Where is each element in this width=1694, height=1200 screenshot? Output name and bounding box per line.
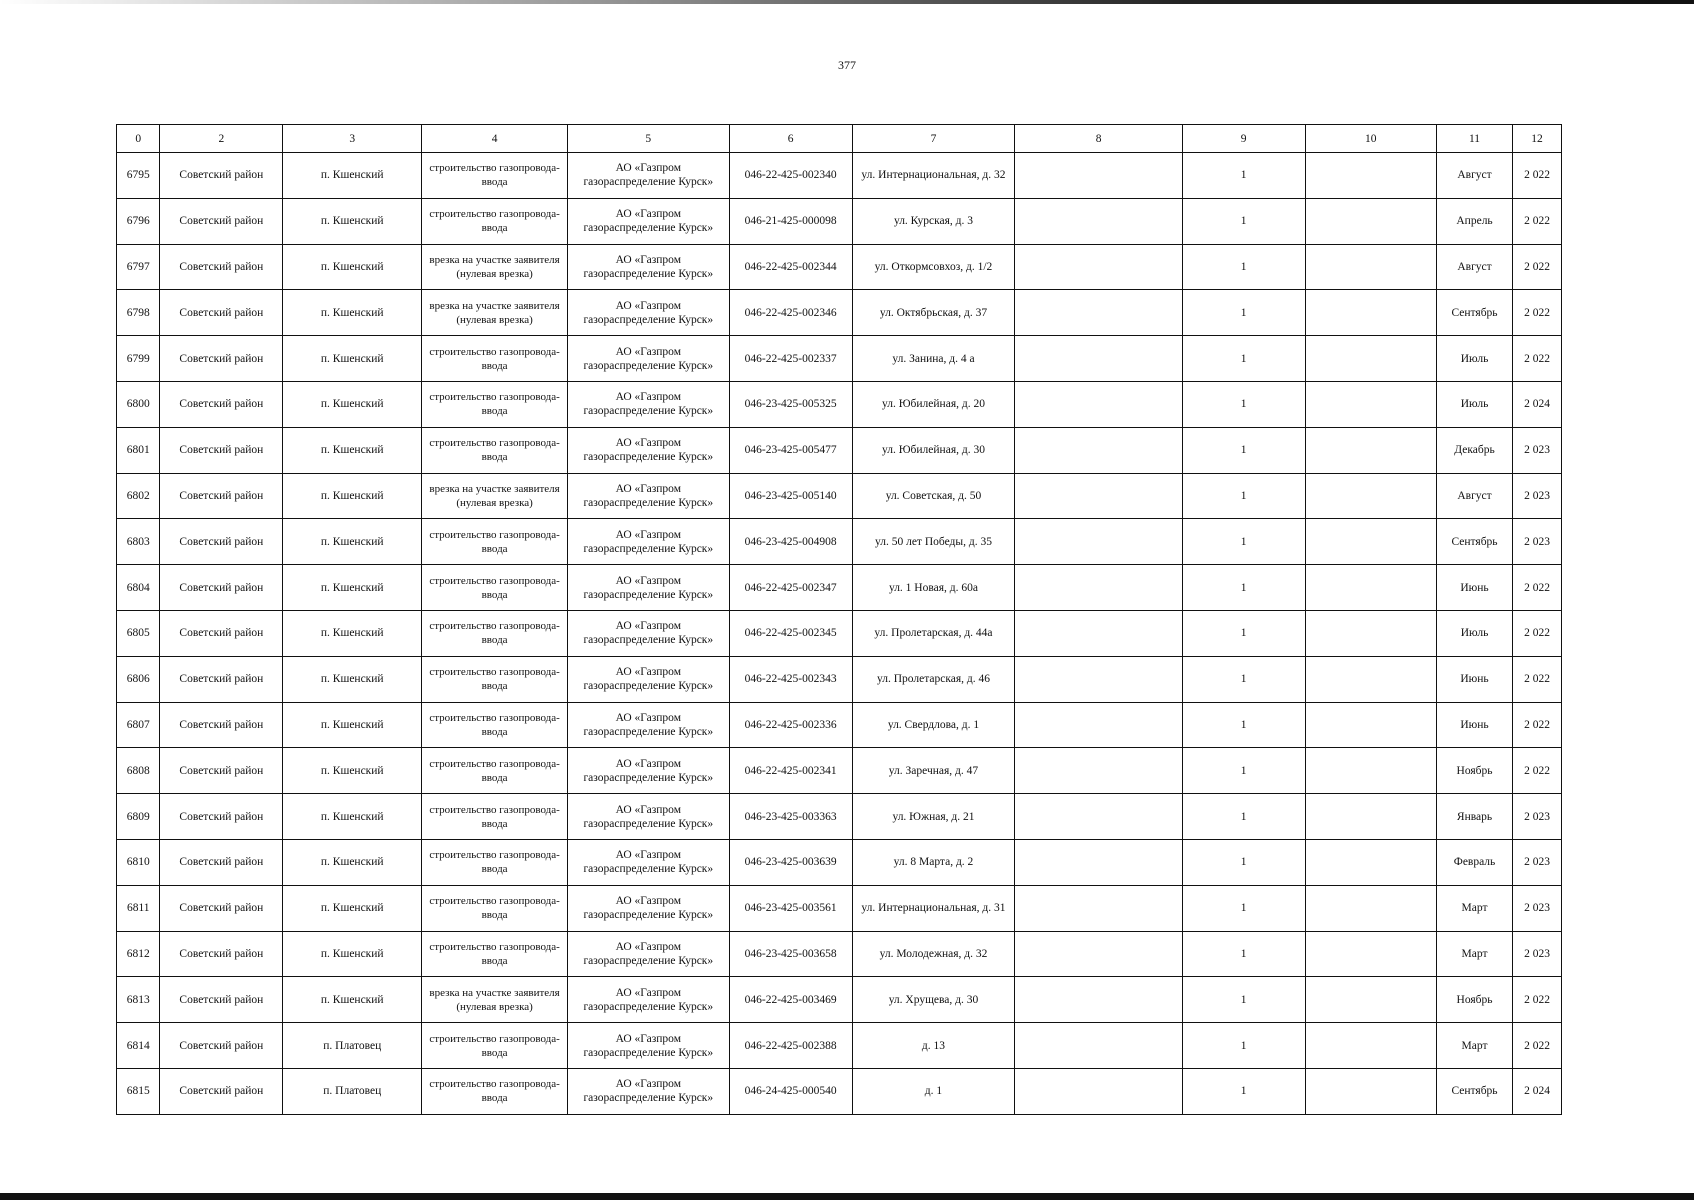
settlement-cell: п. Платовец — [283, 1023, 422, 1069]
quantity-cell: 1 — [1182, 748, 1305, 794]
year-cell: 2 023 — [1513, 931, 1562, 977]
application-code-cell: 046-22-425-002344 — [729, 244, 852, 290]
work-type-cell: строительство газопровода-ввода — [422, 748, 568, 794]
empty-cell — [1015, 153, 1182, 199]
settlement-cell: п. Кшенский — [283, 473, 422, 519]
col-header: 12 — [1513, 125, 1562, 153]
address-cell: д. 13 — [852, 1023, 1015, 1069]
year-cell: 2 022 — [1513, 290, 1562, 336]
application-code-cell: 046-24-425-000540 — [729, 1068, 852, 1114]
empty-cell — [1015, 565, 1182, 611]
table-row — [117, 885, 1562, 931]
year-cell: 2 022 — [1513, 336, 1562, 382]
month-cell: Ноябрь — [1437, 748, 1513, 794]
address-cell: ул. Молодежная, д. 32 — [852, 931, 1015, 977]
row-number: 6812 — [117, 931, 160, 977]
table-row — [117, 336, 1562, 382]
settlement-cell: п. Кшенский — [283, 748, 422, 794]
quantity-cell: 1 — [1182, 427, 1305, 473]
table-row — [117, 153, 1562, 199]
month-cell: Август — [1437, 153, 1513, 199]
region-cell: Советский район — [160, 702, 283, 748]
month-cell: Август — [1437, 473, 1513, 519]
col-header: 4 — [422, 125, 568, 153]
quantity-cell: 1 — [1182, 1068, 1305, 1114]
empty-cell — [1305, 473, 1436, 519]
year-cell: 2 023 — [1513, 519, 1562, 565]
empty-cell — [1305, 610, 1436, 656]
region-cell: Советский район — [160, 244, 283, 290]
year-cell: 2 024 — [1513, 381, 1562, 427]
work-type-cell: строительство газопровода-ввода — [422, 519, 568, 565]
region-cell: Советский район — [160, 1023, 283, 1069]
empty-cell — [1305, 656, 1436, 702]
month-cell: Июнь — [1437, 565, 1513, 611]
row-number: 6807 — [117, 702, 160, 748]
empty-cell — [1305, 565, 1436, 611]
row-number: 6803 — [117, 519, 160, 565]
table-row — [117, 244, 1562, 290]
table-row — [117, 794, 1562, 840]
month-cell: Июль — [1437, 336, 1513, 382]
month-cell: Август — [1437, 244, 1513, 290]
empty-cell — [1015, 748, 1182, 794]
row-number: 6799 — [117, 336, 160, 382]
work-type-cell: строительство газопровода-ввода — [422, 702, 568, 748]
row-number: 6806 — [117, 656, 160, 702]
region-cell: Советский район — [160, 519, 283, 565]
address-cell: ул. 8 Марта, д. 2 — [852, 839, 1015, 885]
work-type-cell: строительство газопровода-ввода — [422, 656, 568, 702]
region-cell: Советский район — [160, 977, 283, 1023]
organization-cell: АО «Газпром газораспределение Курск» — [567, 290, 729, 336]
year-cell: 2 022 — [1513, 656, 1562, 702]
empty-cell — [1305, 153, 1436, 199]
region-cell: Советский район — [160, 656, 283, 702]
organization-cell: АО «Газпром газораспределение Курск» — [567, 885, 729, 931]
header-row — [117, 125, 1562, 153]
empty-cell — [1015, 977, 1182, 1023]
empty-cell — [1015, 198, 1182, 244]
table-row — [117, 656, 1562, 702]
region-cell: Советский район — [160, 748, 283, 794]
table-row — [117, 381, 1562, 427]
table-row — [117, 839, 1562, 885]
empty-cell — [1305, 702, 1436, 748]
organization-cell: АО «Газпром газораспределение Курск» — [567, 748, 729, 794]
empty-cell — [1015, 336, 1182, 382]
empty-cell — [1015, 794, 1182, 840]
year-cell: 2 023 — [1513, 427, 1562, 473]
region-cell: Советский район — [160, 931, 283, 977]
organization-cell: АО «Газпром газораспределение Курск» — [567, 977, 729, 1023]
settlement-cell: п. Кшенский — [283, 244, 422, 290]
table-row — [117, 290, 1562, 336]
empty-cell — [1305, 931, 1436, 977]
year-cell: 2 023 — [1513, 885, 1562, 931]
address-cell: ул. Откормсовхоз, д. 1/2 — [852, 244, 1015, 290]
region-cell: Советский район — [160, 290, 283, 336]
quantity-cell: 1 — [1182, 519, 1305, 565]
year-cell: 2 022 — [1513, 610, 1562, 656]
col-header: 7 — [852, 125, 1015, 153]
address-cell: ул. Юбилейная, д. 20 — [852, 381, 1015, 427]
row-number: 6810 — [117, 839, 160, 885]
quantity-cell: 1 — [1182, 885, 1305, 931]
settlement-cell: п. Кшенский — [283, 794, 422, 840]
empty-cell — [1015, 610, 1182, 656]
empty-cell — [1015, 427, 1182, 473]
organization-cell: АО «Газпром газораспределение Курск» — [567, 1068, 729, 1114]
empty-cell — [1015, 839, 1182, 885]
work-type-cell: врезка на участке заявителя (нулевая врезка) — [422, 290, 568, 336]
scan-edge-top — [0, 0, 1694, 4]
work-type-cell: врезка на участке заявителя (нулевая врезка) — [422, 977, 568, 1023]
month-cell: Июль — [1437, 381, 1513, 427]
address-cell: ул. 50 лет Победы, д. 35 — [852, 519, 1015, 565]
empty-cell — [1015, 656, 1182, 702]
row-number: 6801 — [117, 427, 160, 473]
month-cell: Сентябрь — [1437, 1068, 1513, 1114]
organization-cell: АО «Газпром газораспределение Курск» — [567, 610, 729, 656]
address-cell: ул. Южная, д. 21 — [852, 794, 1015, 840]
quantity-cell: 1 — [1182, 702, 1305, 748]
empty-cell — [1305, 1068, 1436, 1114]
settlement-cell: п. Кшенский — [283, 290, 422, 336]
empty-cell — [1305, 839, 1436, 885]
settlement-cell: п. Кшенский — [283, 153, 422, 199]
region-cell: Советский район — [160, 885, 283, 931]
region-cell: Советский район — [160, 1068, 283, 1114]
work-type-cell: строительство газопровода-ввода — [422, 381, 568, 427]
month-cell: Март — [1437, 931, 1513, 977]
organization-cell: АО «Газпром газораспределение Курск» — [567, 1023, 729, 1069]
month-cell: Апрель — [1437, 198, 1513, 244]
work-type-cell: строительство газопровода-ввода — [422, 565, 568, 611]
year-cell: 2 024 — [1513, 1068, 1562, 1114]
table-row — [117, 565, 1562, 611]
address-cell: ул. Хрущева, д. 30 — [852, 977, 1015, 1023]
row-number: 6813 — [117, 977, 160, 1023]
month-cell: Июнь — [1437, 656, 1513, 702]
empty-cell — [1305, 519, 1436, 565]
organization-cell: АО «Газпром газораспределение Курск» — [567, 656, 729, 702]
organization-cell: АО «Газпром газораспределение Курск» — [567, 565, 729, 611]
empty-cell — [1305, 244, 1436, 290]
empty-cell — [1015, 473, 1182, 519]
organization-cell: АО «Газпром газораспределение Курск» — [567, 931, 729, 977]
col-header: 6 — [729, 125, 852, 153]
empty-cell — [1305, 427, 1436, 473]
organization-cell: АО «Газпром газораспределение Курск» — [567, 427, 729, 473]
quantity-cell: 1 — [1182, 610, 1305, 656]
row-number: 6811 — [117, 885, 160, 931]
table-row — [117, 198, 1562, 244]
year-cell: 2 022 — [1513, 153, 1562, 199]
application-code-cell: 046-22-425-002341 — [729, 748, 852, 794]
application-code-cell: 046-22-425-002345 — [729, 610, 852, 656]
empty-cell — [1305, 336, 1436, 382]
address-cell: ул. Пролетарская, д. 44а — [852, 610, 1015, 656]
quantity-cell: 1 — [1182, 565, 1305, 611]
organization-cell: АО «Газпром газораспределение Курск» — [567, 336, 729, 382]
region-cell: Советский район — [160, 198, 283, 244]
application-code-cell: 046-22-425-002347 — [729, 565, 852, 611]
application-code-cell: 046-23-425-005477 — [729, 427, 852, 473]
settlement-cell: п. Кшенский — [283, 381, 422, 427]
region-cell: Советский район — [160, 794, 283, 840]
work-type-cell: строительство газопровода-ввода — [422, 198, 568, 244]
quantity-cell: 1 — [1182, 473, 1305, 519]
settlement-cell: п. Кшенский — [283, 427, 422, 473]
row-number: 6800 — [117, 381, 160, 427]
empty-cell — [1305, 1023, 1436, 1069]
settlement-cell: п. Кшенский — [283, 519, 422, 565]
application-code-cell: 046-21-425-000098 — [729, 198, 852, 244]
month-cell: Февраль — [1437, 839, 1513, 885]
quantity-cell: 1 — [1182, 198, 1305, 244]
table-row — [117, 519, 1562, 565]
region-cell: Советский район — [160, 839, 283, 885]
year-cell: 2 022 — [1513, 702, 1562, 748]
month-cell: Сентябрь — [1437, 519, 1513, 565]
empty-cell — [1015, 885, 1182, 931]
work-type-cell: строительство газопровода-ввода — [422, 610, 568, 656]
empty-cell — [1305, 381, 1436, 427]
application-code-cell: 046-23-425-003363 — [729, 794, 852, 840]
empty-cell — [1015, 381, 1182, 427]
month-cell: Март — [1437, 885, 1513, 931]
quantity-cell: 1 — [1182, 290, 1305, 336]
address-cell: ул. Юбилейная, д. 30 — [852, 427, 1015, 473]
settlement-cell: п. Кшенский — [283, 839, 422, 885]
application-code-cell: 046-22-425-003469 — [729, 977, 852, 1023]
address-cell: ул. Заречная, д. 47 — [852, 748, 1015, 794]
row-number: 6797 — [117, 244, 160, 290]
quantity-cell: 1 — [1182, 244, 1305, 290]
row-number: 6809 — [117, 794, 160, 840]
organization-cell: АО «Газпром газораспределение Курск» — [567, 839, 729, 885]
work-type-cell: строительство газопровода-ввода — [422, 794, 568, 840]
address-cell: ул. Октябрьская, д. 37 — [852, 290, 1015, 336]
col-header: 3 — [283, 125, 422, 153]
organization-cell: АО «Газпром газораспределение Курск» — [567, 794, 729, 840]
quantity-cell: 1 — [1182, 794, 1305, 840]
year-cell: 2 022 — [1513, 198, 1562, 244]
col-header: 8 — [1015, 125, 1182, 153]
settlement-cell: п. Платовец — [283, 1068, 422, 1114]
empty-cell — [1305, 885, 1436, 931]
settlement-cell: п. Кшенский — [283, 702, 422, 748]
table-row — [117, 610, 1562, 656]
organization-cell: АО «Газпром газораспределение Курск» — [567, 702, 729, 748]
month-cell: Декабрь — [1437, 427, 1513, 473]
table-row — [117, 1023, 1562, 1069]
year-cell: 2 022 — [1513, 977, 1562, 1023]
empty-cell — [1015, 931, 1182, 977]
row-number: 6796 — [117, 198, 160, 244]
month-cell: Январь — [1437, 794, 1513, 840]
work-type-cell: строительство газопровода-ввода — [422, 1023, 568, 1069]
settlement-cell: п. Кшенский — [283, 336, 422, 382]
address-cell: ул. Советская, д. 50 — [852, 473, 1015, 519]
empty-cell — [1015, 1023, 1182, 1069]
settlement-cell: п. Кшенский — [283, 977, 422, 1023]
registry-table — [116, 124, 1562, 1115]
address-cell: ул. Пролетарская, д. 46 — [852, 656, 1015, 702]
quantity-cell: 1 — [1182, 153, 1305, 199]
month-cell: Июнь — [1437, 702, 1513, 748]
work-type-cell: строительство газопровода-ввода — [422, 839, 568, 885]
address-cell: ул. Интернациональная, д. 32 — [852, 153, 1015, 199]
quantity-cell: 1 — [1182, 977, 1305, 1023]
row-number: 6795 — [117, 153, 160, 199]
row-number: 6814 — [117, 1023, 160, 1069]
work-type-cell: врезка на участке заявителя (нулевая врезка) — [422, 473, 568, 519]
empty-cell — [1015, 519, 1182, 565]
quantity-cell: 1 — [1182, 1023, 1305, 1069]
page-number: 377 — [838, 58, 856, 72]
application-code-cell: 046-22-425-002343 — [729, 656, 852, 702]
organization-cell: АО «Газпром газораспределение Курск» — [567, 519, 729, 565]
address-cell: д. 1 — [852, 1068, 1015, 1114]
row-number: 6798 — [117, 290, 160, 336]
region-cell: Советский район — [160, 565, 283, 611]
col-header: 10 — [1305, 125, 1436, 153]
work-type-cell: врезка на участке заявителя (нулевая врезка) — [422, 244, 568, 290]
scan-edge-bottom — [0, 1193, 1694, 1200]
year-cell: 2 022 — [1513, 1023, 1562, 1069]
quantity-cell: 1 — [1182, 931, 1305, 977]
organization-cell: АО «Газпром газораспределение Курск» — [567, 381, 729, 427]
address-cell: ул. Курская, д. 3 — [852, 198, 1015, 244]
settlement-cell: п. Кшенский — [283, 931, 422, 977]
year-cell: 2 022 — [1513, 244, 1562, 290]
table-row — [117, 473, 1562, 519]
address-cell: ул. Интернациональная, д. 31 — [852, 885, 1015, 931]
empty-cell — [1015, 702, 1182, 748]
settlement-cell: п. Кшенский — [283, 656, 422, 702]
organization-cell: АО «Газпром газораспределение Курск» — [567, 153, 729, 199]
empty-cell — [1305, 748, 1436, 794]
table-row — [117, 427, 1562, 473]
year-cell: 2 023 — [1513, 473, 1562, 519]
month-cell: Март — [1437, 1023, 1513, 1069]
application-code-cell: 046-22-425-002336 — [729, 702, 852, 748]
table-row — [117, 931, 1562, 977]
application-code-cell: 046-23-425-003561 — [729, 885, 852, 931]
region-cell: Советский район — [160, 427, 283, 473]
work-type-cell: строительство газопровода-ввода — [422, 931, 568, 977]
settlement-cell: п. Кшенский — [283, 885, 422, 931]
settlement-cell: п. Кшенский — [283, 198, 422, 244]
application-code-cell: 046-23-425-005325 — [729, 381, 852, 427]
empty-cell — [1305, 794, 1436, 840]
table-row — [117, 748, 1562, 794]
work-type-cell: строительство газопровода-ввода — [422, 336, 568, 382]
table-row — [117, 702, 1562, 748]
row-number: 6805 — [117, 610, 160, 656]
empty-cell — [1305, 290, 1436, 336]
empty-cell — [1015, 290, 1182, 336]
region-cell: Советский район — [160, 381, 283, 427]
year-cell: 2 023 — [1513, 794, 1562, 840]
empty-cell — [1305, 198, 1436, 244]
col-header: 11 — [1437, 125, 1513, 153]
organization-cell: АО «Газпром газораспределение Курск» — [567, 473, 729, 519]
quantity-cell: 1 — [1182, 381, 1305, 427]
year-cell: 2 022 — [1513, 748, 1562, 794]
application-code-cell: 046-22-425-002388 — [729, 1023, 852, 1069]
table-row — [117, 977, 1562, 1023]
empty-cell — [1015, 1068, 1182, 1114]
region-cell: Советский район — [160, 610, 283, 656]
application-code-cell: 046-22-425-002340 — [729, 153, 852, 199]
address-cell: ул. Занина, д. 4 а — [852, 336, 1015, 382]
application-code-cell: 046-22-425-002346 — [729, 290, 852, 336]
region-cell: Советский район — [160, 473, 283, 519]
address-cell: ул. Свердлова, д. 1 — [852, 702, 1015, 748]
row-number: 6815 — [117, 1068, 160, 1114]
application-code-cell: 046-23-425-004908 — [729, 519, 852, 565]
application-code-cell: 046-23-425-003658 — [729, 931, 852, 977]
month-cell: Июль — [1437, 610, 1513, 656]
address-cell: ул. 1 Новая, д. 60а — [852, 565, 1015, 611]
col-header: 0 — [117, 125, 160, 153]
work-type-cell: строительство газопровода-ввода — [422, 1068, 568, 1114]
row-number: 6808 — [117, 748, 160, 794]
work-type-cell: строительство газопровода-ввода — [422, 885, 568, 931]
col-header: 9 — [1182, 125, 1305, 153]
settlement-cell: п. Кшенский — [283, 610, 422, 656]
year-cell: 2 023 — [1513, 839, 1562, 885]
organization-cell: АО «Газпром газораспределение Курск» — [567, 244, 729, 290]
work-type-cell: строительство газопровода-ввода — [422, 153, 568, 199]
empty-cell — [1305, 977, 1436, 1023]
col-header: 5 — [567, 125, 729, 153]
table-row — [117, 1068, 1562, 1114]
application-code-cell: 046-23-425-005140 — [729, 473, 852, 519]
quantity-cell: 1 — [1182, 336, 1305, 382]
row-number: 6804 — [117, 565, 160, 611]
region-cell: Советский район — [160, 336, 283, 382]
month-cell: Ноябрь — [1437, 977, 1513, 1023]
col-header: 2 — [160, 125, 283, 153]
settlement-cell: п. Кшенский — [283, 565, 422, 611]
organization-cell: АО «Газпром газораспределение Курск» — [567, 198, 729, 244]
year-cell: 2 022 — [1513, 565, 1562, 611]
application-code-cell: 046-23-425-003639 — [729, 839, 852, 885]
quantity-cell: 1 — [1182, 839, 1305, 885]
empty-cell — [1015, 244, 1182, 290]
month-cell: Сентябрь — [1437, 290, 1513, 336]
region-cell: Советский район — [160, 153, 283, 199]
row-number: 6802 — [117, 473, 160, 519]
quantity-cell: 1 — [1182, 656, 1305, 702]
work-type-cell: строительство газопровода-ввода — [422, 427, 568, 473]
application-code-cell: 046-22-425-002337 — [729, 336, 852, 382]
